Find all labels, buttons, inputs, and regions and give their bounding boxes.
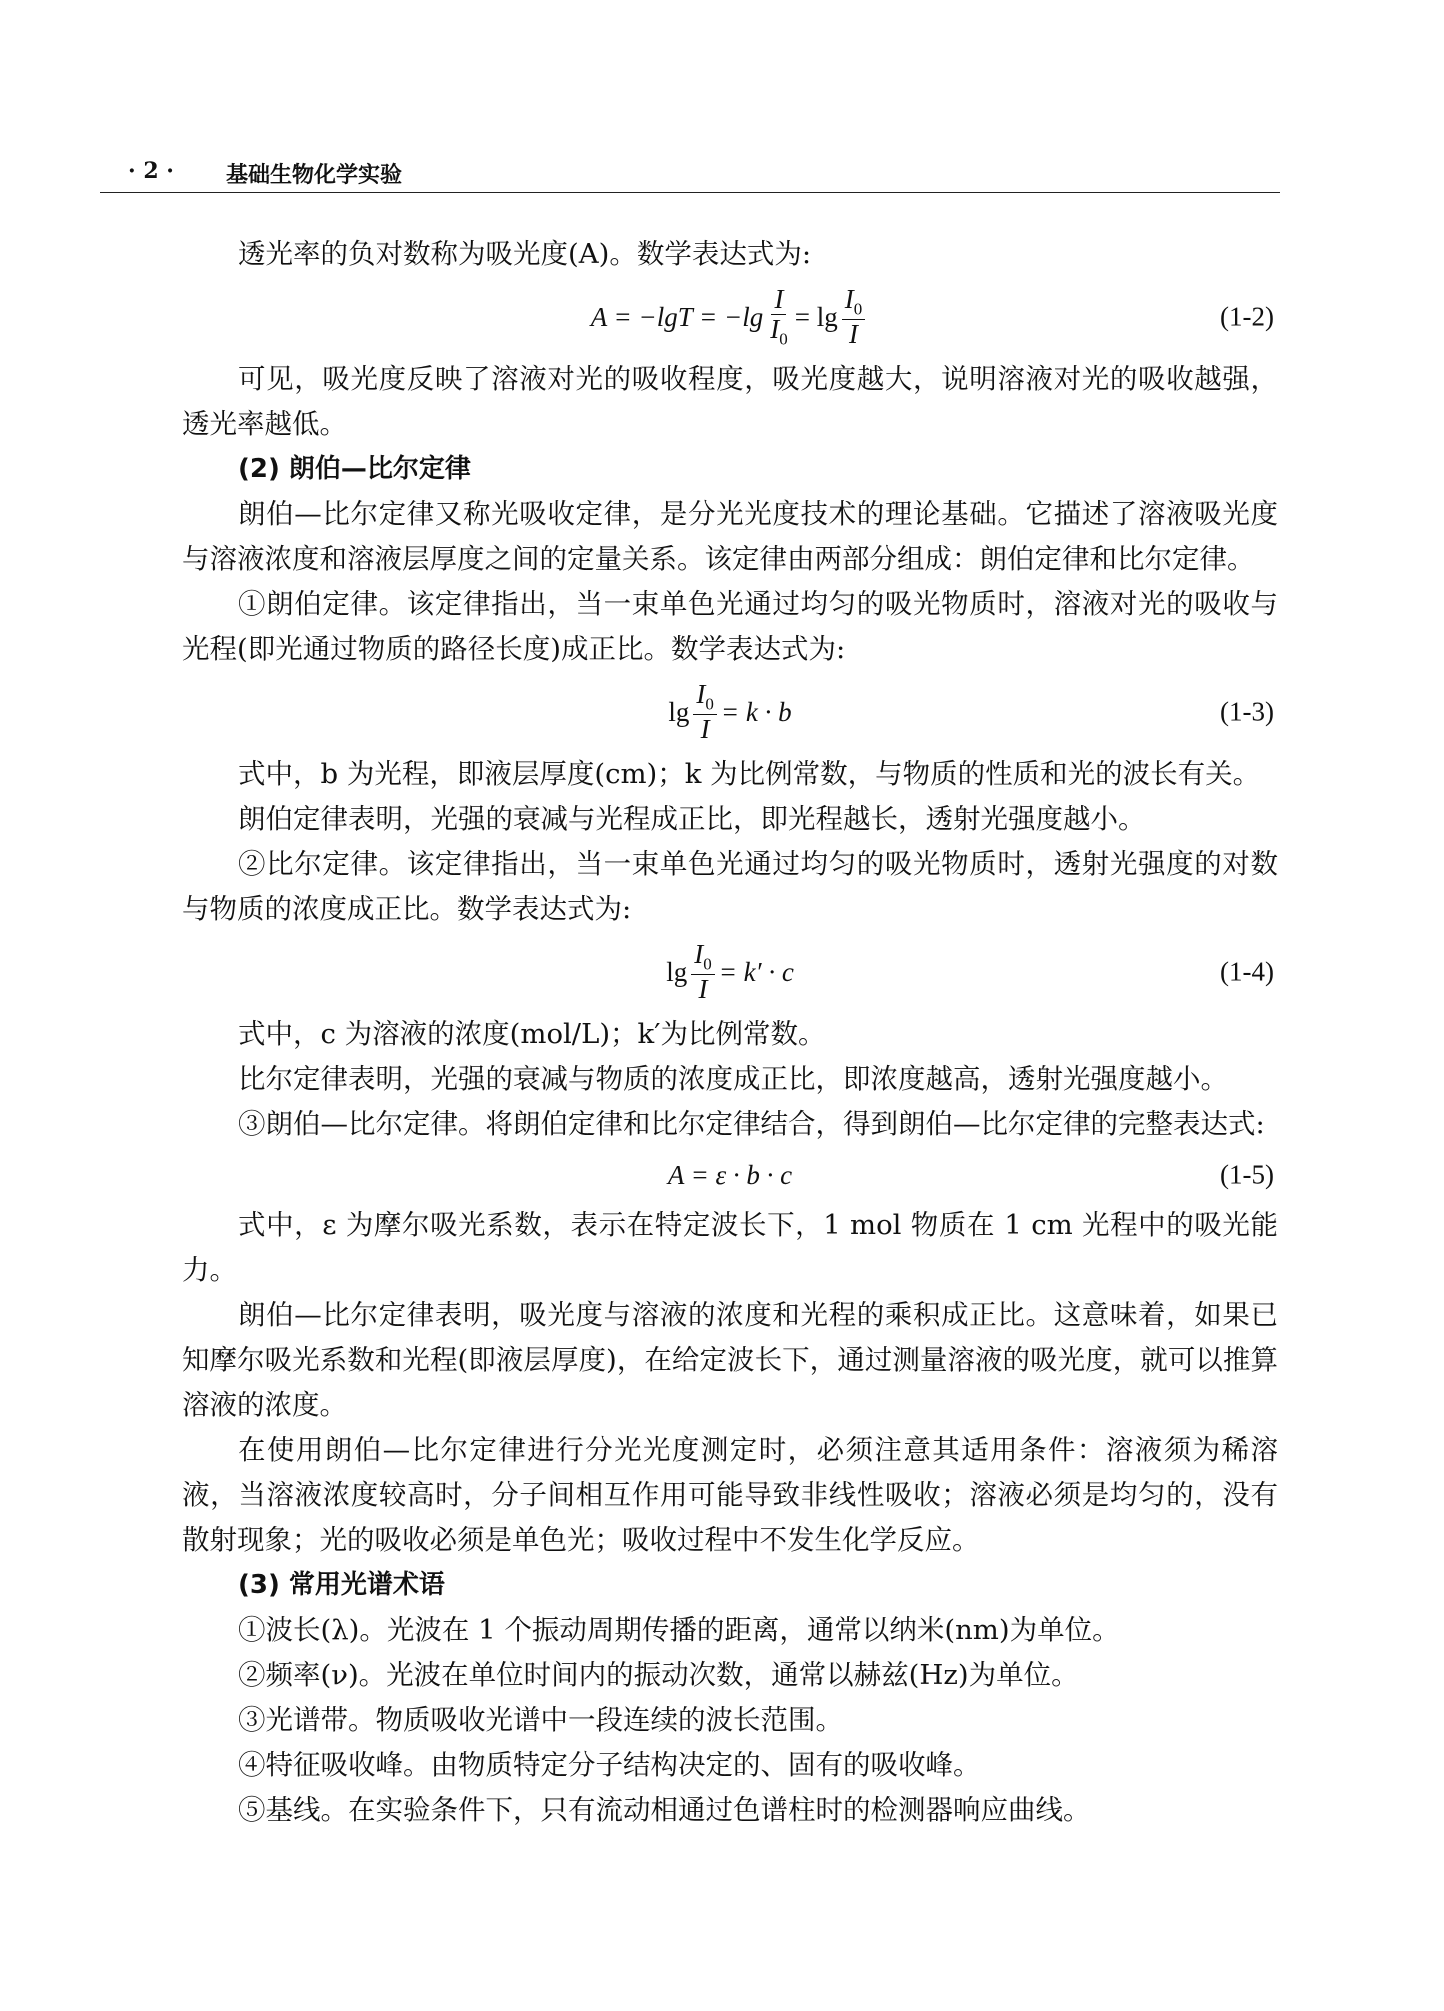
equation-1-2 xyxy=(182,277,1278,357)
eq-fraction xyxy=(691,940,715,1005)
list-item: ③光谱带。物质吸收光谱中一段连续的波长范围。 xyxy=(238,1704,843,1736)
equation-1-3 xyxy=(182,672,1278,752)
eq-subscript: 0 xyxy=(853,299,863,318)
eq-lhs: A = −lgT = −lg xyxy=(590,301,764,332)
eq-numerator: I xyxy=(696,678,706,709)
eq-denominator: I xyxy=(848,318,858,349)
eq-rhs: = k · b xyxy=(720,696,792,727)
eq-expression: A = ε · b · c xyxy=(667,1159,793,1190)
equation-number: (1-3) xyxy=(1220,696,1274,727)
eq-rhs: = k′ · c xyxy=(718,956,794,987)
paragraph: ②比尔定律。该定律指出，当一束单色光通过均匀的吸光物质时，透射光强度的对数与物质的浓度成正比。数学表达式为: xyxy=(182,848,1278,925)
paragraph: 式中，b 为光程，即液层厚度(cm)；k 为比例常数，与物质的性质和光的波长有关。 xyxy=(238,758,1261,790)
equation-number: (1-2) xyxy=(1220,301,1274,332)
eq-lg: lg xyxy=(666,956,688,987)
paragraph: 朗伯—比尔定律表明，吸光度与溶液的浓度和光程的乘积成正比。这意味着，如果已知摩尔吸光系数和光程(即液层厚度)，在给定波长下，通过测量溶液的吸光度，就可以推算溶液的浓度。 xyxy=(182,1299,1278,1421)
paragraph: 朗伯—比尔定律又称光吸收定律，是分光光度技术的理论基础。它描述了溶液吸光度与溶液浓度和溶液层厚度之间的定量关系。该定律由两部分组成：朗伯定律和比尔定律。 xyxy=(182,498,1278,575)
list-item: ①波长(λ)。光波在 1 个振动周期传播的距离，通常以纳米(nm)为单位。 xyxy=(238,1614,1120,1646)
eq-denominator: I xyxy=(698,973,708,1004)
section-heading: (3) 常用光谱术语 xyxy=(238,1570,445,1600)
paragraph: ③朗伯—比尔定律。将朗伯定律和比尔定律结合，得到朗伯—比尔定律的完整表达式: xyxy=(238,1108,1265,1140)
section-heading: (2) 朗伯—比尔定律 xyxy=(238,454,471,484)
paragraph: 比尔定律表明，光强的衰减与物质的浓度成正比，即浓度越高，透射光强度越小。 xyxy=(238,1063,1228,1095)
equation-number: (1-5) xyxy=(1220,1159,1274,1190)
eq-denominator: I xyxy=(770,314,780,345)
eq-subscript: 0 xyxy=(703,954,712,973)
equation-number: (1-4) xyxy=(1220,956,1274,987)
eq-subscript: 0 xyxy=(779,329,788,349)
list-item: ⑤基线。在实验条件下，只有流动相通过色谱柱时的检测器响应曲线。 xyxy=(238,1794,1091,1826)
paragraph: 透光率的负对数称为吸光度(A)。数学表达式为: xyxy=(238,238,812,270)
book-title: 基础生物化学实验 xyxy=(226,163,403,188)
running-header xyxy=(100,158,1280,193)
equation-1-4 xyxy=(182,932,1278,1012)
eq-lg: lg xyxy=(668,696,690,727)
paragraph: 在使用朗伯—比尔定律进行分光光度测定时，必须注意其适用条件：溶液须为稀溶液，当溶液浓度较高时，分子间相互作用可能导致非线性吸收；溶液必须是均匀的，没有散射现象；光的吸收必须是单色光；吸收过程中不发生化学反应。 xyxy=(182,1434,1278,1556)
paragraph: 朗伯定律表明，光强的衰减与光程成正比，即光程越长，透射光强度越小。 xyxy=(238,803,1146,835)
page-number: · 2 · xyxy=(128,158,174,184)
eq-fraction xyxy=(767,285,791,350)
eq-numerator: I xyxy=(844,283,854,314)
eq-mid: = lg xyxy=(794,301,838,332)
paragraph: 式中，ε 为摩尔吸光系数，表示在特定波长下，1 mol 物质在 1 cm 光程中的吸光能力。 xyxy=(182,1209,1278,1286)
list-item: ④特征吸收峰。由物质特定分子结构决定的、固有的吸收峰。 xyxy=(238,1749,981,1781)
equation-1-5 xyxy=(182,1147,1278,1203)
paragraph: ①朗伯定律。该定律指出，当一束单色光通过均匀的吸光物质时，溶液对光的吸收与光程(即光通过物质的路径长度)成正比。数学表达式为: xyxy=(182,588,1278,665)
eq-subscript: 0 xyxy=(705,694,714,713)
paragraph: 可见，吸光度反映了溶液对光的吸收程度，吸光度越大，说明溶液对光的吸收越强，透光率越低。 xyxy=(182,363,1278,440)
list-item: ②频率(ν)。光波在单位时间内的振动次数，通常以赫兹(Hz)为单位。 xyxy=(238,1659,1079,1691)
eq-numerator: I xyxy=(771,285,786,316)
paragraph: 式中，c 为溶液的浓度(mol/L)；k′为比例常数。 xyxy=(238,1018,826,1050)
eq-fraction xyxy=(842,285,866,350)
eq-numerator: I xyxy=(694,938,704,969)
eq-fraction xyxy=(693,680,717,745)
page-body xyxy=(182,232,1278,1833)
eq-denominator: I xyxy=(700,713,710,744)
